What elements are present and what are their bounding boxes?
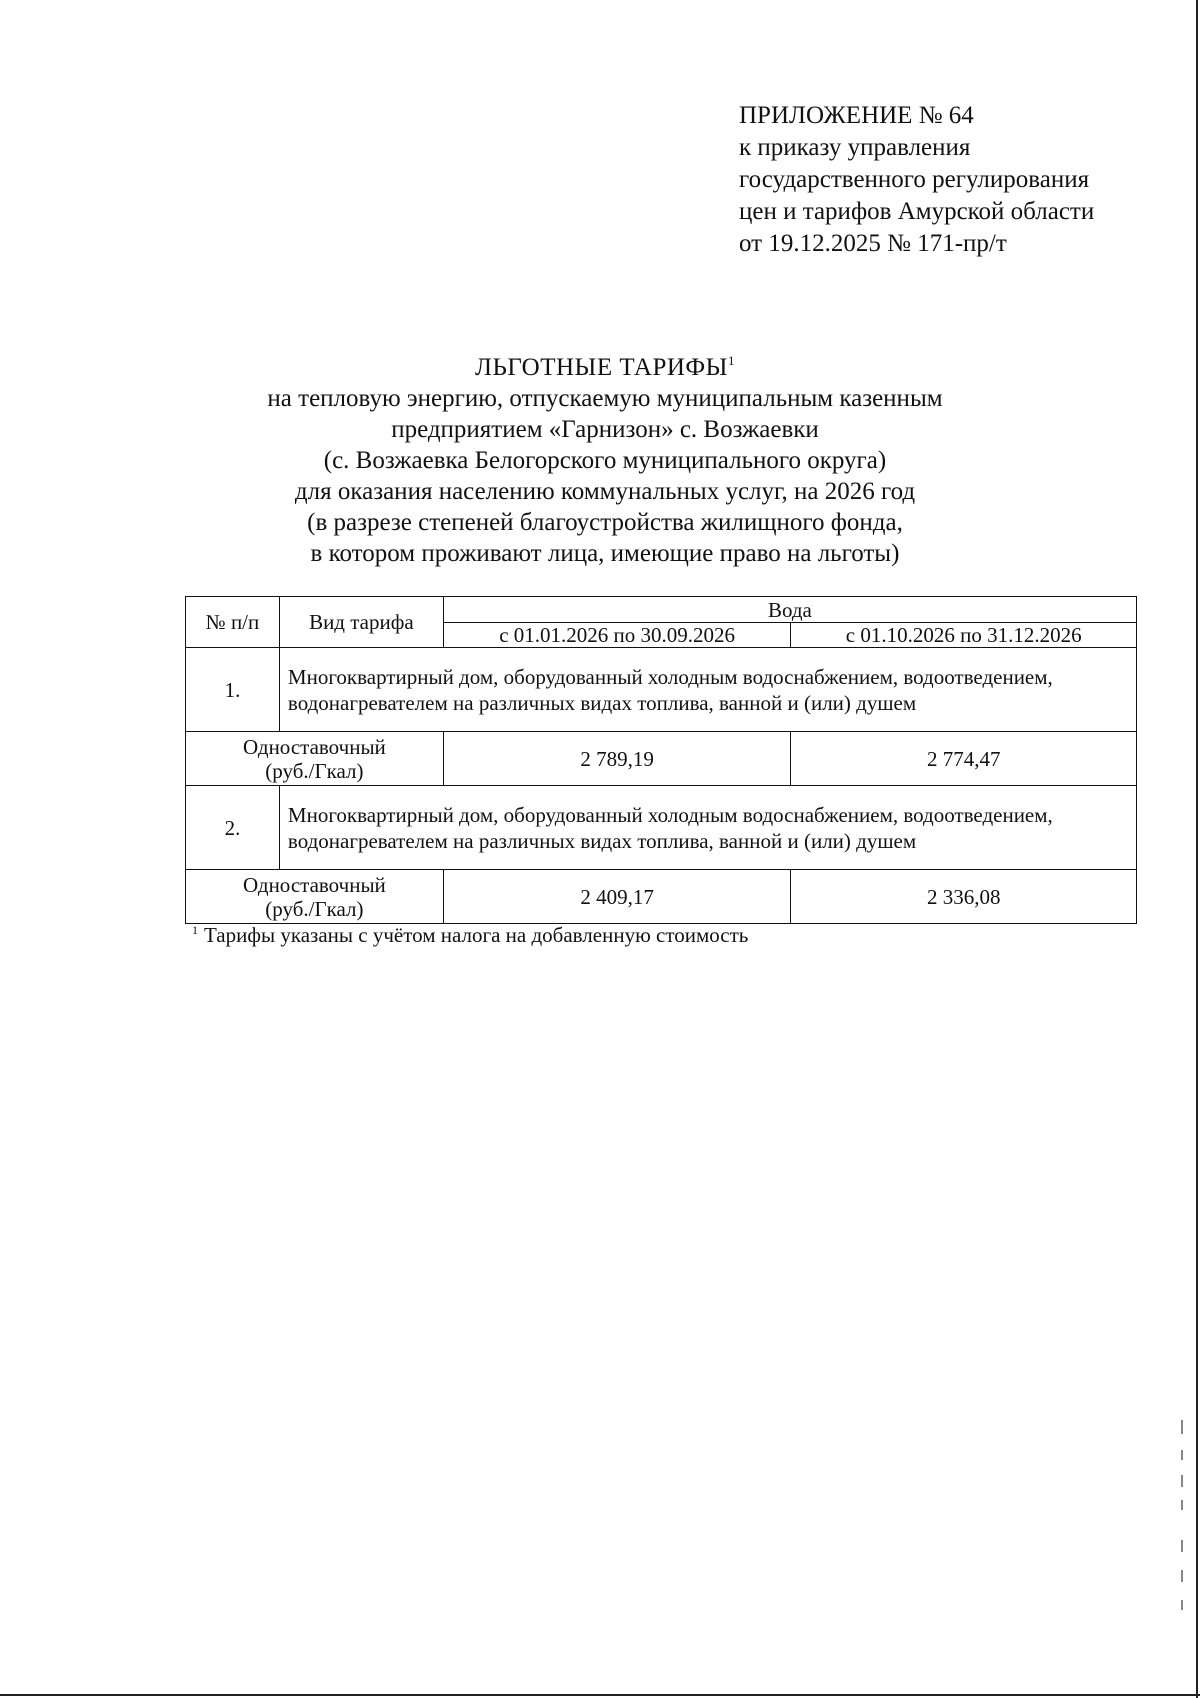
title-line: в котором проживают лица, имеющие право на льготы) — [310, 540, 900, 567]
row-category-text: Многоквартирный дом, оборудованный холодным водоснабжением, водоотведением, водонагревателем на различных видах топлива, ванной и (или) душем — [279, 786, 1136, 870]
row-number: 2. — [186, 786, 280, 870]
document-title — [180, 352, 1030, 569]
table-row-values — [186, 870, 1137, 924]
tariff-value-period-1: 2 789,19 — [443, 732, 791, 786]
appendix-authority-1: государственного регулирования — [739, 166, 1090, 193]
appendix-number: ПРИЛОЖЕНИЕ № 64 — [739, 102, 974, 129]
table-row-category — [186, 786, 1137, 870]
title-footnote-mark: 1 — [727, 353, 735, 368]
scan-artifact — [1181, 1540, 1183, 1552]
header-tariff-type: Вид тарифа — [279, 597, 443, 648]
table-row-category — [186, 648, 1137, 732]
header-group-water: Вода — [443, 597, 1136, 623]
scan-artifact — [1181, 1570, 1183, 1582]
footnote-text: Тарифы указаны с учётом налога на добавленную стоимость — [204, 923, 749, 947]
header-period-1: с 01.01.2026 по 30.09.2026 — [443, 623, 791, 648]
tariff-type-unit: (руб./Гкал) — [265, 896, 364, 921]
appendix-order-date: от 19.12.2025 № 171-пр/т — [739, 230, 1007, 257]
title-line: (в разрезе степеней благоустройства жилищного фонда, — [307, 509, 903, 536]
appendix-authority-2: цен и тарифов Амурской области — [739, 198, 1095, 225]
footnote-mark: 1 — [192, 923, 198, 937]
title-line: предприятием «Гарнизон» с. Возжаевки — [391, 416, 819, 443]
footnote — [192, 923, 748, 947]
scan-artifact — [1181, 1450, 1183, 1460]
scan-artifact — [1181, 1600, 1183, 1610]
tariff-type-name: Одноставочный — [243, 872, 386, 897]
title-line: (с. Возжаевка Белогорского муниципального округа) — [323, 447, 887, 474]
scan-artifact — [1181, 1475, 1183, 1487]
scan-artifact — [1181, 1500, 1183, 1510]
tariff-type-unit: (руб./Гкал) — [265, 758, 364, 783]
row-category-text: Многоквартирный дом, оборудованный холодным водоснабжением, водоотведением, водонагревателем на различных видах топлива, ванной и (или) душем — [279, 648, 1136, 732]
tariff-value-period-2: 2 336,08 — [791, 870, 1137, 924]
page-edge-right — [1196, 0, 1198, 1698]
title-main-line — [180, 352, 1030, 383]
row-number: 1. — [186, 648, 280, 732]
tariff-value-period-2: 2 774,47 — [791, 732, 1137, 786]
table-header-row — [186, 597, 1137, 623]
tariff-type-cell — [186, 870, 444, 924]
tariffs-table — [185, 596, 1137, 924]
scan-artifact — [1181, 1420, 1183, 1434]
tariff-type-cell — [186, 732, 444, 786]
title-line: на тепловую энергию, отпускаемую муниципальным казенным — [267, 385, 943, 412]
appendix-order-ref: к приказу управления — [739, 134, 971, 161]
title-main: ЛЬГОТНЫЕ ТАРИФЫ — [475, 354, 728, 381]
header-num: № п/п — [186, 597, 280, 648]
tariff-type-name: Одноставочный — [243, 734, 386, 759]
page-edge-bottom — [0, 1694, 1200, 1696]
tariff-value-period-1: 2 409,17 — [443, 870, 791, 924]
title-line: для оказания населению коммунальных услуг, на 2026 год — [294, 478, 916, 505]
table-row-values — [186, 732, 1137, 786]
header-period-2: с 01.10.2026 по 31.12.2026 — [791, 623, 1137, 648]
appendix-header — [739, 100, 1094, 260]
